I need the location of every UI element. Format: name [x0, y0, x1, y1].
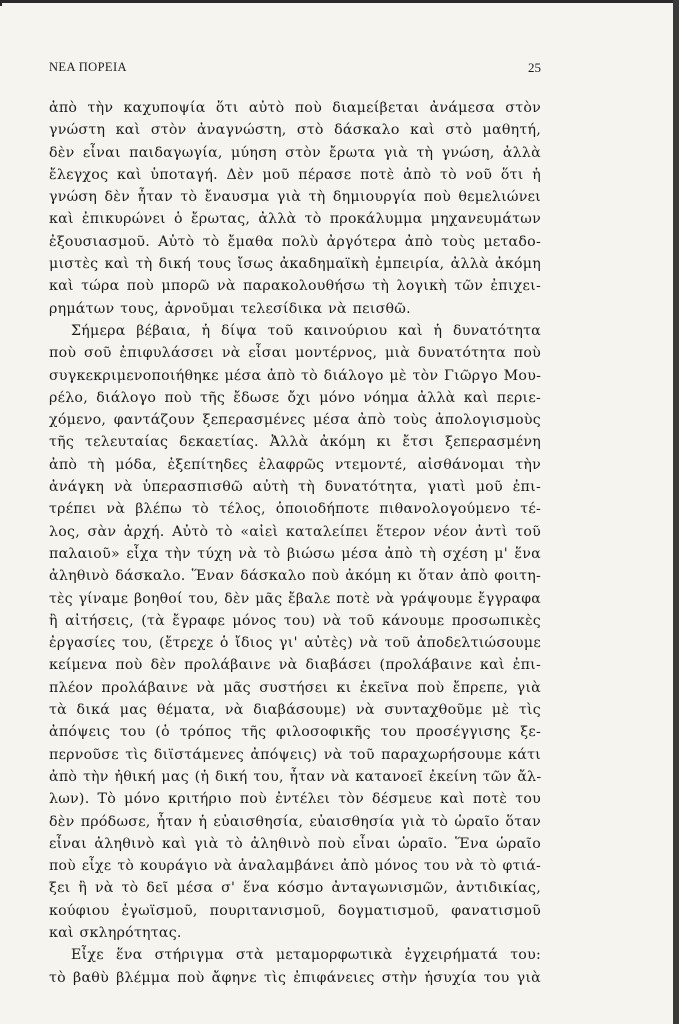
text-line: παλαιοῦ» εἶχα τὴν τύχη νὰ τὸ βιώσω μέσα ἀπὸ τὴ σχέση μ' ἕνα — [49, 545, 541, 562]
text-line: ἐργασίες του, (ἔτρεχε ὁ ἴδιος γι' αὐτὲς) νὰ τοῦ ἀποδελτιώσουμε — [49, 635, 541, 652]
text-line: ρημάτων τους, ἀρνοῦμαι τελεσίδικα νὰ πεισθῶ. — [49, 300, 411, 317]
text-line: χόμενο, φαντάζουν ξεπερασμένες μέσα ἀπὸ τοὺς ἀπολογισμοὺς — [49, 412, 541, 429]
running-head — [49, 60, 541, 80]
text-line: εἶναι ἀληθινὸ καὶ γιὰ τὸ ἀληθινὸ ποὺ εἶναι ὡραῖο. Ἕνα ὡραῖο — [49, 835, 541, 852]
text-line: ἀπὸ τὴν ἠθική μας (ἡ δική του, ἦταν νὰ κατανοεῖ ἐκείνη τῶν ἄλ- — [49, 768, 541, 785]
paragraph — [49, 320, 541, 944]
text-line: ἀνάγκη νὰ ὑπερασπισθῶ αὐτὴ τὴ δυνατότητα, γιατὶ μοῦ ἐπι- — [49, 479, 541, 496]
text-line: τὸ βαθὺ βλέμμα ποὺ ἄφηνε τὶς ἐπιφάνειες στὴν ἡσυχία του γιὰ — [49, 969, 541, 986]
text-line: τρέπει νὰ βλέπω τὸ τέλος, ὁποιοδήποτε πιθανολογούμενο τέ- — [49, 501, 541, 518]
journal-name: ΝΕΑ ΠΟΡΕΙΑ — [49, 60, 127, 74]
text-line: ποὺ σοῦ ἐπιφυλάσσει νὰ εἶσαι μοντέρνος, μιὰ δυνατότητα ποὺ — [49, 345, 541, 362]
text-line: καὶ τώρα ποὺ μπορῶ νὰ παρακολουθήσω τὴ λογικὴ τῶν ἐπιχει- — [49, 278, 541, 295]
paragraph — [49, 97, 541, 320]
text-line: ἐξουσιασμοῦ. Αὐτὸ τὸ ἔμαθα πολὺ ἀργότερα ἀπὸ τοὺς μεταδο- — [49, 233, 541, 250]
text-line: ποὺ εἶχε τὸ κουράγιο νὰ ἀναλαμβάνει ἀπὸ μόνος του νὰ τὸ φτιά- — [49, 858, 541, 875]
text-line: πλέον προλάβαινε νὰ μᾶς συστήσει κι ἐκεῖνα ποὺ ἔπρεπε, γιὰ — [49, 679, 541, 696]
text-line: ἔλεγχος καὶ ὑποταγή. Δὲν μοῦ πέρασε ποτὲ ἀπὸ τὸ νοῦ ὅτι ἡ — [49, 166, 541, 183]
text-line: ἢ αἰτήσεις, (τὰ ἔγραφε μόνος του) νὰ τοῦ κάνουμε προσωπικὲς — [49, 612, 541, 629]
text-line: Εἶχε ἕνα στήριγμα στὰ μεταμορφωτικὰ ἐγχειρήματά του: — [71, 947, 541, 964]
page-number: 25 — [528, 60, 541, 75]
paragraph — [49, 944, 541, 989]
text-line: λων). Τὸ μόνο κριτήριο ποὺ ἐντέλει τὸν δέσμευε καὶ ποτὲ του — [49, 791, 541, 808]
text-line: γνώστη καὶ στὸν ἀναγνώστη, στὸ δάσκαλο καὶ στὸ μαθητή, — [49, 122, 541, 139]
text-line: κείμενα ποὺ δὲν προλάβαινε νὰ διαβάσει (προλάβαινε καὶ ἐπι- — [49, 657, 541, 674]
text-line: ἀπὸ τὴ μόδα, ἐξεπίτηδες ἐλαφρῶς ντεμοντέ, αἰσθάνομαι τὴν — [49, 456, 541, 473]
text-line: δὲν πρόδωσε, ἦταν ἡ εὐαισθησία, εὐαισθησία γιὰ τὸ ὡραῖο ὅταν — [49, 813, 541, 830]
text-line: καὶ ἐπικυρώνει ὁ ἔρωτας, ἀλλὰ τὸ προκάλυμμα μηχανευμάτων — [49, 211, 541, 228]
scan-edge-corner — [0, 0, 2, 6]
text-line: λος, σὰν ἀρχή. Αὐτὸ τὸ «αἰεὶ καταλείπει ἕτερον νέον ἀντὶ τοῦ — [49, 523, 541, 540]
text-line: τὰ δικά μας θέματα, νὰ διαβάσουμε) νὰ συνταχθοῦμε μὲ τὶς — [49, 702, 541, 719]
text-line: Σήμερα βέβαια, ἡ δίψα τοῦ καινούριου καὶ ἡ δυνατότητα — [71, 322, 541, 339]
text-line: τὲς γίναμε βοηθοί του, δὲν μᾶς ἔβαλε ποτὲ νὰ γράψουμε ἔγγραφα — [49, 590, 541, 607]
text-line: ξει ἢ νὰ τὸ δεῖ μέσα σ' ἕνα κόσμο ἀνταγωνισμῶν, ἀντιδικίας, — [49, 880, 541, 897]
text-line: περνοῦσε τὶς διϊστάμενες ἀπόψεις) νὰ τοῦ παραχωρήσουμε κάτι — [49, 746, 541, 763]
text-line: ἀπὸ τὴν καχυποψία ὅτι αὐτὸ ποὺ διαμείβεται ἀνάμεσα στὸν — [49, 100, 541, 116]
text-line: κούφιου ἐγωϊσμοῦ, πουριτανισμοῦ, δογματισμοῦ, φανατισμοῦ — [49, 902, 541, 919]
scan-edge-right — [673, 0, 679, 1024]
text-line: γνώση δὲν ἦταν τὸ ἔναυσμα γιὰ τὴ δημιουργία ποὺ θεμελιώνει — [49, 189, 541, 206]
text-line: μιστὲς καὶ τὴ δική τους ἴσως ἀκαδημαϊκὴ ἐμπειρία, ἀλλὰ ἀκόμη — [49, 256, 541, 273]
text-line: δὲν εἶναι παιδαγωγία, μύηση στὸν ἔρωτα γιὰ τὴ γνώση, ἀλλὰ — [49, 144, 541, 161]
text-line: τῆς τελευταίας δεκαετίας. Ἀλλὰ ἀκόμη κι ἔτσι ξεπερασμένη — [49, 434, 541, 451]
text-line: ἀπόψεις του (ὁ τρόπος τῆς φιλοσοφικῆς του προσέγγισης ξε- — [49, 724, 541, 741]
text-line: καὶ σκληρότητας. — [49, 924, 182, 941]
text-line: ἀληθινὸ δάσκαλο. Ἕναν δάσκαλο ποὺ ἀκόμη κι ὅταν ἀπὸ φοιτη- — [49, 568, 541, 585]
scan-edge-top — [0, 0, 679, 3]
body-text — [49, 97, 541, 989]
text-line: συγκεκριμενοποιήθηκε μέσα ἀπὸ τὸ διάλογο μὲ τὸν Γιῶργο Μου- — [49, 367, 541, 384]
text-line: ρέλο, διάλογο ποὺ τῆς ἔδωσε ὄχι μόνο νόημα ἀλλὰ καὶ περιε- — [49, 389, 541, 406]
